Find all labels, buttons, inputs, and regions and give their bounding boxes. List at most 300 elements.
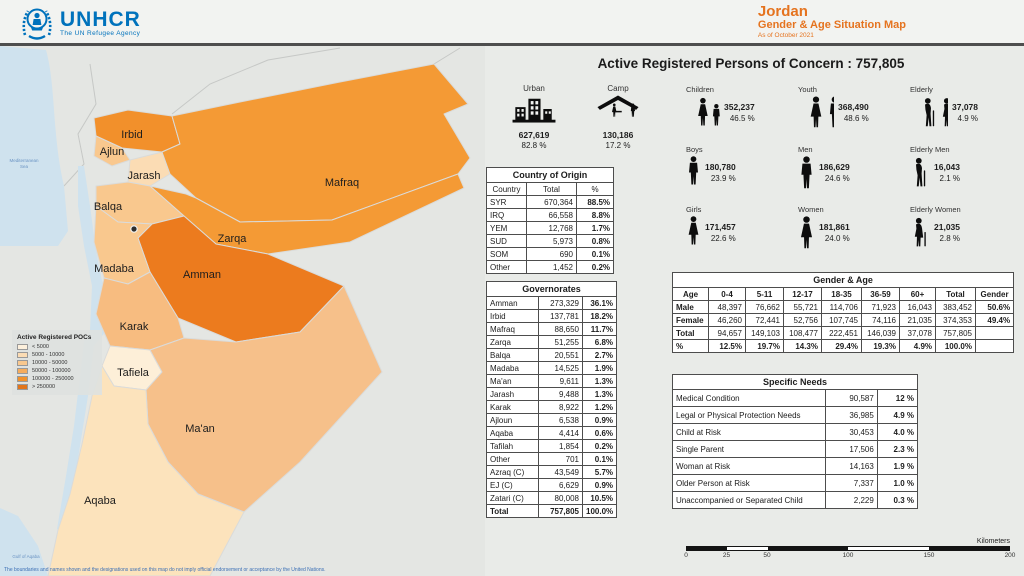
legend-title: Active Registered POCs [17,334,92,341]
map-legend [12,330,102,395]
table-row [487,297,617,310]
table-cell: 76,662 [746,301,784,314]
table-row [487,505,617,518]
table-cell: 9,611 [539,375,583,388]
table-cell: Country [487,183,527,196]
table-cell: YEM [487,222,527,235]
table-cell: 0.2% [583,440,617,453]
gender-age-title: Gender & Age [673,273,1014,288]
elderly-label: Elderly [910,85,933,94]
table-row [487,427,617,440]
table-row [487,261,614,274]
table-row [673,475,918,492]
table-row [673,492,918,509]
table-cell: Madaba [487,362,539,375]
mediterranean-label-line1: Mediterranean [9,158,39,163]
table-row [487,440,617,453]
table-cell: Total [487,505,539,518]
legend-item [17,384,97,390]
map-scale-bar [684,538,1016,560]
table-cell: 80,008 [539,492,583,505]
children-label: Children [686,85,714,94]
children-stat [686,84,798,144]
table-row [487,222,614,235]
table-cell: 2.7% [583,349,617,362]
table-cell: 149,103 [746,327,784,340]
table-cell: 17,506 [825,441,877,458]
governorates-rows [487,297,617,518]
boys-label: Boys [686,145,703,154]
demographics-grid [686,84,1022,264]
table-row [487,310,617,323]
table-cell: 108,477 [784,327,822,340]
elderly-men-label: Elderly Men [910,145,950,154]
map-disclaimer: The boundaries and names shown and the designations used on this map do not imply official endorsement or acceptance by the United Nations. [4,567,326,573]
legend-item [17,376,97,382]
elderly-woman-icon [910,216,930,248]
girl-icon [686,216,701,246]
elderly-women-stat [910,204,1022,264]
table-cell: 90,587 [825,390,877,407]
unhcr-logo [20,5,141,41]
brand-tagline: The UN Refugee Agency [60,29,141,37]
table-cell: 100.0% [583,505,617,518]
brand-name: UNHCR [60,7,141,31]
boys-stat [686,144,798,204]
women-value: 181,861 [819,222,850,232]
table-cell: 71,923 [862,301,900,314]
table-row [673,314,1014,327]
table-cell: 55,721 [784,301,822,314]
table-cell: SOM [487,248,527,261]
legend-item [17,344,97,350]
table-cell: 19.3% [862,340,900,353]
table-row [673,301,1014,314]
country-of-origin-rows [487,183,614,274]
page-header [0,0,1024,46]
table-cell: 670,364 [527,196,577,209]
table-row [487,196,614,209]
camp-label: Camp [607,84,629,93]
elderly-women-label: Elderly Women [910,205,961,214]
table-cell: 8,922 [539,401,583,414]
table-row [487,323,617,336]
table-cell: 0.1% [583,453,617,466]
table-cell: 222,451 [822,327,862,340]
table-cell: Azraq (C) [487,466,539,479]
table-cell: 4.9 % [877,407,917,424]
table-cell: 0.2% [577,261,614,274]
map-label-irbid: Irbid [121,129,143,141]
table-row [487,362,617,375]
camp-pct: 17.2 % [605,141,631,150]
table-row [487,209,614,222]
girls-value: 171,457 [705,222,736,232]
table-cell: 48,397 [709,301,746,314]
page-title: Active Registered Persons of Concern : 757,805 [597,56,905,71]
elderly-men-pct: 2.1 % [939,174,960,183]
scale-ticks [684,551,1016,560]
camp-value: 130,186 [602,130,634,140]
urban-stat [492,84,576,150]
urban-pct: 82.8 % [521,141,547,150]
men-label: Men [798,145,813,154]
table-cell: Legal or Physical Protection Needs [673,407,826,424]
table-cell: Amman [487,297,539,310]
table-cell: Zatari (C) [487,492,539,505]
table-cell: 146,039 [862,327,900,340]
table-cell [976,327,1014,340]
table-cell: Mafraq [487,323,539,336]
legend-label: 50000 - 100000 [32,368,71,374]
man-icon [798,156,815,190]
governorates-title: Governorates [487,282,617,297]
table-cell: 29.4% [822,340,862,353]
table-cell: Jarash [487,388,539,401]
map-label-ajlun: Ajlun [99,146,125,158]
legend-swatch [17,368,28,374]
table-cell: 1,854 [539,440,583,453]
gender-age-rows [673,288,1014,353]
mediterranean-label-line2: Sea [19,164,29,169]
table-cell: Child at Risk [673,424,826,441]
table-cell: SUD [487,235,527,248]
table-cell: 1,452 [527,261,577,274]
table-cell: 49.4% [976,314,1014,327]
unhcr-wordmark [60,7,141,37]
map-label-amman: Amman [183,269,221,281]
table-cell: Aqaba [487,427,539,440]
map-label-balqa: Balqa [93,201,123,213]
table-cell: 0.3 % [877,492,917,509]
table-cell: 20,551 [539,349,583,362]
urban-buildings-icon [511,95,557,123]
table-cell: 1.9 % [877,458,917,475]
table-cell: 1.0 % [877,475,917,492]
table-cell: Ajloun [487,414,539,427]
girls-stat [686,204,798,264]
men-stat [798,144,910,204]
camp-stat [576,84,660,150]
table-cell: 100.0% [936,340,976,353]
table-cell: 66,558 [527,209,577,222]
table-cell: Total [673,327,709,340]
table-cell: Female [673,314,709,327]
table-row [673,390,918,407]
table-cell: 383,452 [936,301,976,314]
scale-seg-1 [687,547,727,550]
table-cell: 60+ [900,288,936,301]
scale-tick-0: 0 [684,552,688,559]
legend-label: 10000 - 50000 [32,360,68,366]
boys-pct: 23.9 % [710,174,736,183]
youth-value: 368,490 [838,102,869,112]
table-cell: 0.8% [577,235,614,248]
table-row [487,401,617,414]
legend-item [17,360,97,366]
table-cell: 12-17 [784,288,822,301]
specific-needs-rows [673,390,918,509]
table-cell: 1.9% [583,362,617,375]
table-cell: 8.8% [577,209,614,222]
table-cell: Tafilah [487,440,539,453]
table-cell: 21,035 [900,314,936,327]
specific-needs-table [672,374,918,509]
table-row [487,375,617,388]
table-cell: 7,337 [825,475,877,492]
table-cell: Total [527,183,577,196]
map-label-maan: Ma'an [185,423,215,435]
table-row [487,183,614,196]
table-cell: 107,745 [822,314,862,327]
report-country-title: Jordan [757,3,808,20]
table-cell: Other [487,453,539,466]
country-of-origin-title: Country of Origin [487,168,614,183]
table-cell: 5,973 [527,235,577,248]
table-row [487,235,614,248]
girls-pct: 22.6 % [710,234,736,243]
table-cell: 16,043 [900,301,936,314]
table-cell: 701 [539,453,583,466]
scale-seg-5 [929,547,1010,550]
elderly-icon [910,96,948,128]
table-cell: 114,706 [822,301,862,314]
urban-label: Urban [523,84,545,93]
table-cell: IRQ [487,209,527,222]
table-cell: 88,650 [539,323,583,336]
table-row [673,288,1014,301]
table-cell: Older Person at Risk [673,475,826,492]
table-cell: Gender [976,288,1014,301]
scale-unit-label: Kilometers [976,538,1010,545]
map-label-aqaba: Aqaba [84,495,116,507]
legend-label: 100000 - 250000 [32,376,74,382]
country-of-origin-table [486,167,614,274]
men-pct: 24.6 % [824,174,850,183]
table-row [487,492,617,505]
table-cell: 18.2% [583,310,617,323]
elderly-pct: 4.9 % [957,114,978,123]
residence-stats [492,84,660,150]
table-cell: 72,441 [746,314,784,327]
legend-swatch [17,360,28,366]
youth-pct: 48.6 % [843,114,869,123]
table-row [487,466,617,479]
table-row [487,336,617,349]
table-cell: 52,756 [784,314,822,327]
amman-capital-marker [131,226,137,232]
children-value: 352,237 [724,102,755,112]
map-label-tafiela: Tafiela [117,367,149,379]
table-cell: Irbid [487,310,539,323]
elderly-women-value: 21,035 [934,222,960,232]
table-cell: 50.6% [976,301,1014,314]
map-label-karak: Karak [119,321,149,333]
table-cell: 10.5% [583,492,617,505]
table-cell: 88.5% [577,196,614,209]
table-cell: 30,453 [825,424,877,441]
map-label-jarash: Jarash [127,170,161,182]
gender-age-table [672,272,1014,353]
map-label-madaba: Madaba [94,263,134,275]
girls-label: Girls [686,205,702,214]
table-cell: 18-35 [822,288,862,301]
table-cell: 273,329 [539,297,583,310]
table-cell: EJ (C) [487,479,539,492]
scale-tick-25: 25 [722,552,731,559]
table-cell: 4.0 % [877,424,917,441]
table-cell: 1.3% [583,375,617,388]
boy-icon [686,156,701,186]
table-cell: 74,116 [862,314,900,327]
table-row [673,424,918,441]
youth-icon [798,96,834,129]
table-cell: Other [487,261,527,274]
table-row [673,441,918,458]
table-cell: 5.7% [583,466,617,479]
jordan-choropleth-map [0,46,485,576]
table-cell: 37,078 [900,327,936,340]
scale-tick-150: 150 [923,552,935,559]
table-cell: 36.1% [583,297,617,310]
table-cell: 757,805 [539,505,583,518]
table-cell: 12,768 [527,222,577,235]
scale-seg-4 [848,547,929,550]
table-cell: 0.9% [583,414,617,427]
children-icon [686,96,720,127]
table-row [487,414,617,427]
table-cell: 137,781 [539,310,583,323]
table-row [487,453,617,466]
table-row [487,248,614,261]
elderly-men-stat [910,144,1022,204]
map-label-zarqa: Zarqa [217,233,247,245]
legend-label: < 5000 [32,344,49,350]
table-cell: 690 [527,248,577,261]
legend-item [17,368,97,374]
table-cell: 9,488 [539,388,583,401]
table-cell: 1.7% [577,222,614,235]
table-cell: 14.3% [784,340,822,353]
table-cell: 2,229 [825,492,877,509]
table-cell: 46,260 [709,314,746,327]
table-cell: Karak [487,401,539,414]
table-cell: 0.6% [583,427,617,440]
table-cell: 0.9% [583,479,617,492]
table-row [673,458,918,475]
legend-swatch [17,376,28,382]
table-cell: 1.3% [583,388,617,401]
elderly-women-pct: 2.8 % [939,234,960,243]
boys-value: 180,780 [705,162,736,172]
legend-items [17,344,97,390]
table-cell: Balqa [487,349,539,362]
table-row [487,479,617,492]
unhcr-emblem-icon [20,5,54,41]
elderly-man-icon [910,156,930,188]
legend-label: > 250000 [32,384,56,390]
table-cell: Male [673,301,709,314]
table-cell: 14,163 [825,458,877,475]
table-row [673,327,1014,340]
scale-tick-200: 200 [1004,552,1016,559]
table-cell: 6.8% [583,336,617,349]
table-cell: % [673,340,709,353]
table-cell: 4,414 [539,427,583,440]
youth-label: Youth [798,85,817,94]
table-cell: Total [936,288,976,301]
table-cell: 43,549 [539,466,583,479]
table-cell: 14,525 [539,362,583,375]
table-cell: 1.2% [583,401,617,414]
legend-swatch [17,384,28,390]
table-cell: 374,353 [936,314,976,327]
women-pct: 24.0 % [824,234,850,243]
table-cell: 36-59 [862,288,900,301]
table-cell: 0.1% [577,248,614,261]
table-cell: 51,255 [539,336,583,349]
table-cell: 19.7% [746,340,784,353]
governorates-table [486,281,617,518]
gulf-of-aqaba-label: Gulf of Aqaba [12,554,40,559]
table-cell: SYR [487,196,527,209]
table-cell: 94,657 [709,327,746,340]
table-cell: 12.5% [709,340,746,353]
table-cell: 12 % [877,390,917,407]
table-row [487,349,617,362]
scale-seg-2 [727,547,767,550]
table-cell [976,340,1014,353]
elderly-value: 37,078 [952,102,978,112]
legend-swatch [17,344,28,350]
table-cell: Single Parent [673,441,826,458]
camp-tent-icon [595,95,641,123]
table-cell: 757,805 [936,327,976,340]
table-row [487,388,617,401]
scale-seg-3 [768,547,849,550]
table-row [673,407,918,424]
table-cell: % [577,183,614,196]
table-cell: 6,629 [539,479,583,492]
urban-value: 627,619 [518,130,550,140]
report-title-block [758,4,906,39]
legend-item [17,352,97,358]
woman-icon [798,216,815,250]
table-cell: Ma'an [487,375,539,388]
elderly-stat [910,84,1022,144]
youth-stat [798,84,910,144]
table-cell: Unaccompanied or Separated Child [673,492,826,509]
table-row [673,340,1014,353]
elderly-men-value: 16,043 [934,162,960,172]
legend-swatch [17,352,28,358]
table-cell: 5-11 [746,288,784,301]
table-cell: 6,538 [539,414,583,427]
table-cell: 11.7% [583,323,617,336]
table-cell: Woman at Risk [673,458,826,475]
table-cell: Medical Condition [673,390,826,407]
table-cell: 36,985 [825,407,877,424]
children-pct: 46.5 % [729,114,755,123]
legend-label: 5000 - 10000 [32,352,65,358]
specific-needs-title: Specific Needs [673,375,918,390]
table-cell: Age [673,288,709,301]
table-cell: Zarqa [487,336,539,349]
men-value: 186,629 [819,162,850,172]
table-cell: 2.3 % [877,441,917,458]
women-stat [798,204,910,264]
report-date: As of October 2021 [757,32,814,39]
